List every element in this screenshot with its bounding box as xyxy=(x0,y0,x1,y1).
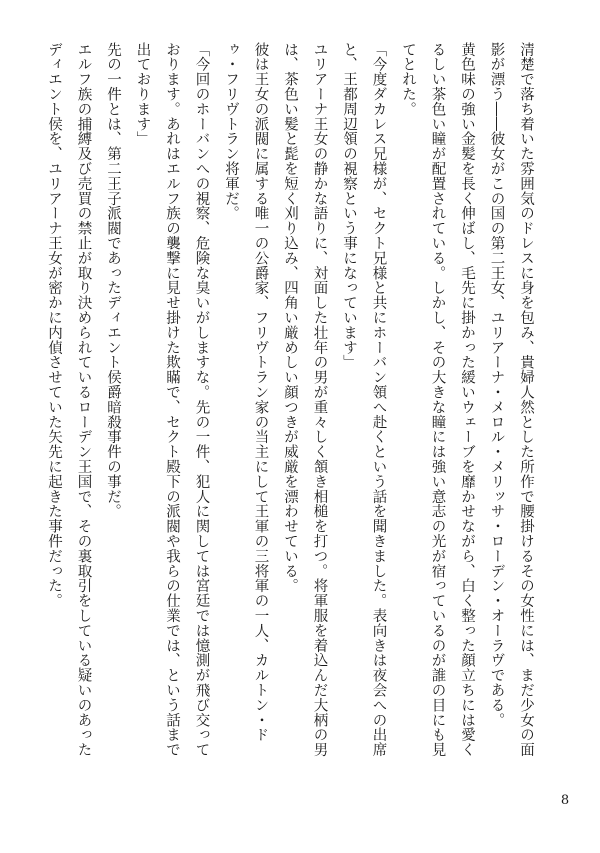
paragraph: 彼は王女の派閥に属する唯一の公爵家、フリヴトラン家の当主にして王軍の三将軍の一人、カルトン・ドゥ・フリヴトラン将軍だ。 xyxy=(223,42,269,743)
paragraph: 先の一件とは、第二王子派閥であったディエント侯爵暗殺事件の事だ。 xyxy=(105,42,121,519)
paragraph: 「今度ダカレス兄様が、セクト兄様と共にホーバン領へ赴くという話を聞きました。表向きは夜会への出席と、王都周辺領の視察という事になっています」 xyxy=(341,42,387,758)
paragraph: 「今回のホーバンへの視察、危険な臭いがしますな。先の一件、犯人に関しては宮廷では憶測が飛び交っております。あれはエルフ族の襲撃に見せ掛けた欺瞞で、セクト殿下の派閥や我らの仕業では、という話まで出ております」 xyxy=(134,42,210,758)
vertical-text-body xyxy=(39,42,541,762)
paragraph: ユリアーナ王女の静かな語りに、対面した壮年の男が重々しく頷き相槌を打つ。将軍服を着込んだ大柄の男は、茶色い髪と髭を短く刈り込み、四角い厳めしい顔つきが威厳を漂わせている。 xyxy=(282,42,328,758)
page-number: 8 xyxy=(560,793,570,808)
paragraph: 清楚で落ち着いた雰囲気のドレスに身を包み、貴婦人然とした所作で腰掛けるその女性には、まだ少女の面影が漂う――彼女がこの国の第二王女、ユリアーナ・メロル・メリッサ・ローデン・オーラヴである。 xyxy=(488,42,534,758)
paragraph: 黄色味の強い金髪を長く伸ばし、毛先に掛かった緩いウェーブを靡かせながら、白く整った顔立ちには愛くるしい茶色い瞳が配置されている。しかし、その大きな瞳には強い意志の光が宿っているのが誰の目にも見てとれた。 xyxy=(400,42,475,758)
paragraph: エルフ族の捕縛及び売買の禁止が取り決められているローデン王国で、その裏取引をしている疑いのあったディエント侯を、ユリアーナ王女が密かに内偵させていた矢先に起きた事件だった。 xyxy=(46,42,92,758)
